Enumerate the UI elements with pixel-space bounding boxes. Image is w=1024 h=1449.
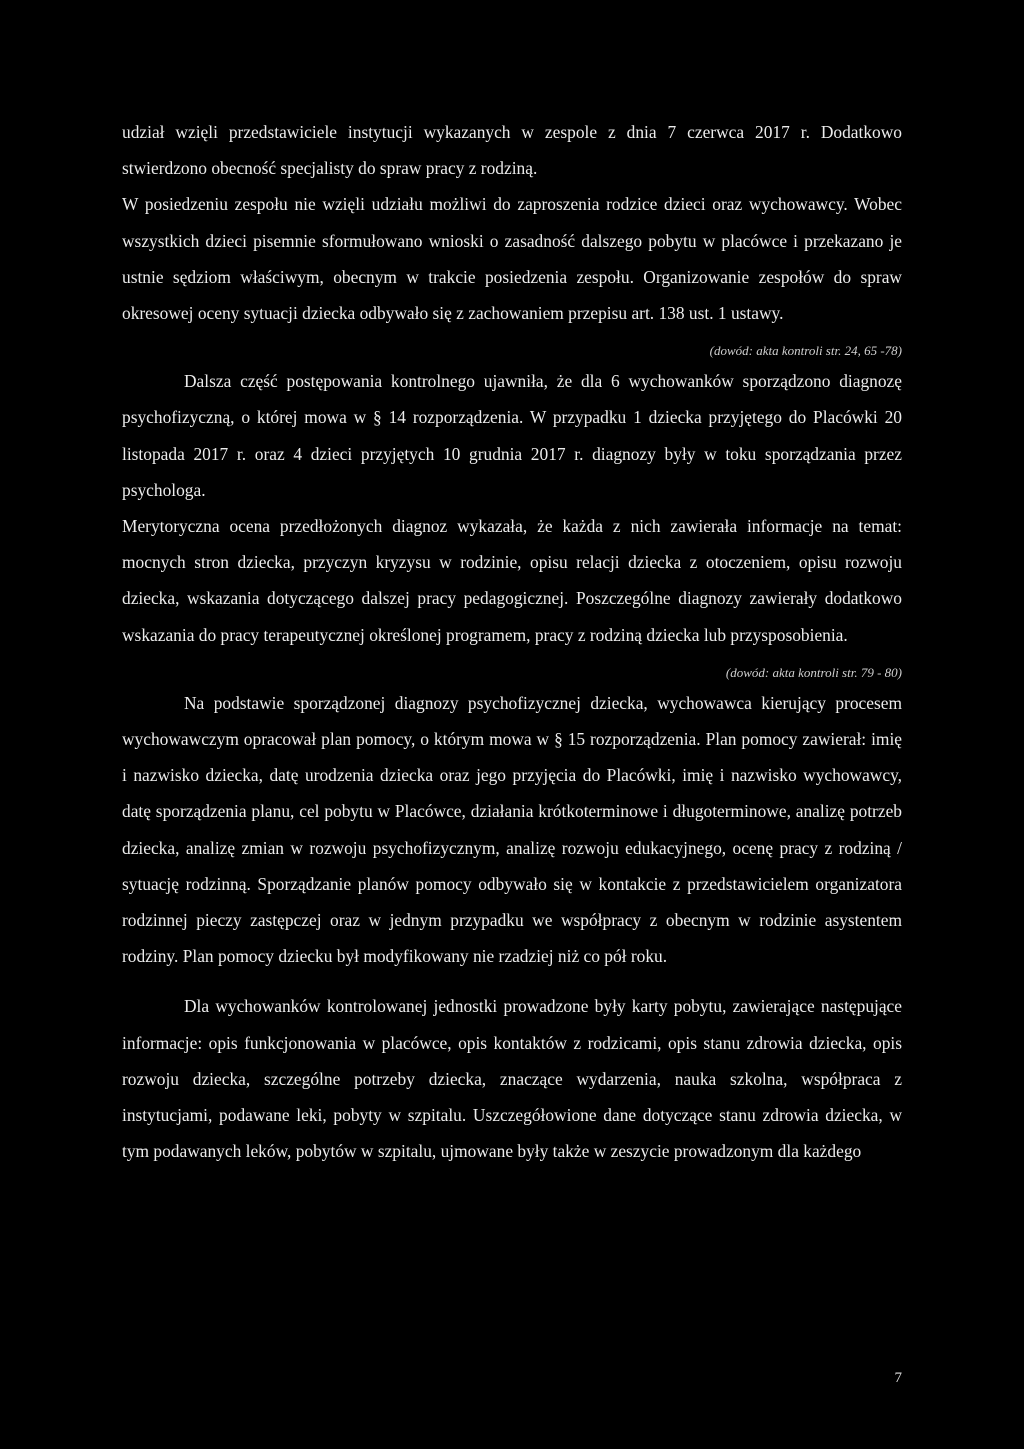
paragraph: Dla wychowanków kontrolowanej jednostki prowadzone były karty pobytu, zawierające następujące informacje: opis funkcjonowania w placówce, opis kontaktów z rodzicami, opis stanu zdrowia dziecka, opis rozwoju dziecka, szczególne potrzeby dziecka, znaczące wydarzenia, nauka szkolna, współpraca z instytucjami, podawane leki, pobyty w szpitalu. Uszczegółowione dane dotyczące stanu zdrowia dziecka, w tym podawanych leków, pobytów w szpitalu, ujmowane były także w zeszycie prowadzonym dla każdego bbox=[122, 996, 902, 1162]
paragraph: W posiedzeniu zespołu nie wzięli udziału możliwi do zaproszenia rodzice dzieci oraz wychowawcy. Wobec wszystkich dzieci pisemnie sformułowano wnioski o zasadność dalszego pobytu w placówce i przekazano je ustnie sędziom właściwym, obecnym w trakcie posiedzenia zespołu. Organizowanie zespołów do spraw okresowej oceny sytuacji dziecka odbywało się z zachowaniem przepisu art. 138 ust. 1 ustawy. bbox=[122, 194, 902, 324]
page-body bbox=[122, 114, 902, 1169]
evidence-reference: (dowód: akta kontroli str. 24, 65 -78) bbox=[709, 343, 902, 359]
page-number: 7 bbox=[894, 1370, 902, 1386]
paragraph-continued: udział wzięli przedstawiciele instytucji wykazanych w zespole z dnia 7 czerwca 2017 r. Dodatkowo stwierdzono obecność specjalisty do spraw pracy z rodziną. bbox=[122, 122, 902, 179]
paragraph: Dalsza część postępowania kontrolnego ujawniła, że dla 6 wychowanków sporządzono diagnozę psychofizyczną, o której mowa w § 14 rozporządzenia. W przypadku 1 dziecka przyjętego do Placówki 20 listopada 2017 r. oraz 4 dzieci przyjętych 10 grudnia 2017 r. diagnozy były w toku sporządzania przez psychologa. bbox=[122, 371, 902, 500]
paragraph: Na podstawie sporządzonej diagnozy psychofizycznej dziecka, wychowawca kierujący procesem wychowawczym opracował plan pomocy, o którym mowa w § 15 rozporządzenia. Plan pomocy zawierał: imię i nazwisko dziecka, datę urodzenia dziecka oraz jego przyjęcia do Placówki, imię i nazwisko wychowawcy, datę sporządzenia planu, cel pobytu w Placówce, działania krótkoterminowe i długoterminowe, analizę potrzeb dziecka, analizę zmian w rozwoju psychofizycznym, analizę rozwoju edukacyjnego, ocenę pracy z rodziną / sytuację rodzinną. Sporządzanie planów pomocy odbywało się w kontakcie z przedstawicielem organizatora rodzinnej pieczy zastępczej oraz w jednym przypadku we współpracy z obecnym w rodzinie asystentem rodziny. Plan pomocy dziecku był modyfikowany nie rzadziej niż co pół roku. bbox=[122, 692, 902, 967]
paragraph: Merytoryczna ocena przedłożonych diagnoz wykazała, że każda z nich zawierała informacje na temat: mocnych stron dziecka, przyczyn kryzysu w rodzinie, opisu relacji dziecka z otoczeniem, opisu rozwoju dziecka, wskazania dotyczącego dalszej pracy pedagogicznej. Poszczególne diagnozy zawierały dodatkowo wskazania do pracy terapeutycznej określonej programem, pracy z rodziną dziecka lub przysposobienia. bbox=[122, 516, 902, 645]
evidence-reference: (dowód: akta kontroli str. 79 - 80) bbox=[725, 664, 902, 680]
